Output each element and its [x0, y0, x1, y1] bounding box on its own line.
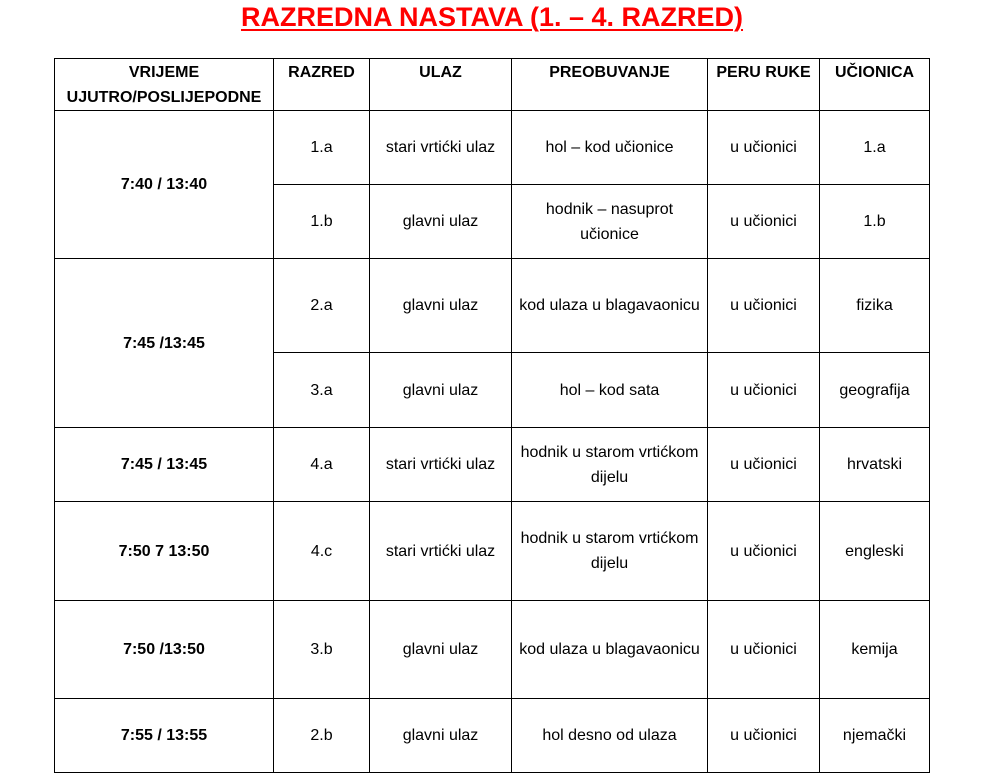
- header-shoe-change: PREOBUVANJE: [512, 59, 708, 111]
- class-cell: 1.b: [274, 185, 370, 259]
- class-cell: 3.b: [274, 601, 370, 699]
- classroom-cell: geografija: [820, 353, 930, 428]
- table-row: [55, 111, 930, 185]
- header-time: VRIJEME UJUTRO/POSLIJEPODNE: [55, 59, 274, 111]
- hand-wash-cell: u učionici: [708, 259, 820, 353]
- shoe-change-cell: hodnik u starom vrtićkom dijelu: [512, 428, 708, 502]
- shoe-change-cell: hol desno od ulaza: [512, 699, 708, 773]
- shoe-change-cell: hodnik u starom vrtićkom dijelu: [512, 502, 708, 601]
- classroom-cell: kemija: [820, 601, 930, 699]
- entrance-cell: glavni ulaz: [370, 699, 512, 773]
- time-cell: 7:45 /13:45: [55, 259, 274, 428]
- time-cell: 7:40 / 13:40: [55, 111, 274, 259]
- header-row: [55, 59, 930, 111]
- class-cell: 2.a: [274, 259, 370, 353]
- class-cell: 3.a: [274, 353, 370, 428]
- entrance-cell: stari vrtićki ulaz: [370, 111, 512, 185]
- header-classroom: UČIONICA: [820, 59, 930, 111]
- table-row: [55, 699, 930, 773]
- class-cell: 4.c: [274, 502, 370, 601]
- classroom-cell: 1.a: [820, 111, 930, 185]
- shoe-change-cell: hol – kod učionice: [512, 111, 708, 185]
- table-row: [55, 502, 930, 601]
- classroom-cell: engleski: [820, 502, 930, 601]
- class-cell: 4.a: [274, 428, 370, 502]
- hand-wash-cell: u učionici: [708, 699, 820, 773]
- shoe-change-cell: hodnik – nasuprot učionice: [512, 185, 708, 259]
- hand-wash-cell: u učionici: [708, 428, 820, 502]
- hand-wash-cell: u učionici: [708, 601, 820, 699]
- hand-wash-cell: u učionici: [708, 185, 820, 259]
- entrance-cell: glavni ulaz: [370, 353, 512, 428]
- time-cell: 7:45 / 13:45: [55, 428, 274, 502]
- table-row: [55, 601, 930, 699]
- entrance-cell: glavni ulaz: [370, 185, 512, 259]
- time-cell: 7:55 / 13:55: [55, 699, 274, 773]
- entrance-cell: glavni ulaz: [370, 601, 512, 699]
- page-title: [0, 0, 984, 34]
- hand-wash-cell: u učionici: [708, 111, 820, 185]
- table-row: [55, 428, 930, 502]
- shoe-change-cell: kod ulaza u blagavaonicu: [512, 259, 708, 353]
- time-cell: 7:50 7 13:50: [55, 502, 274, 601]
- class-cell: 1.a: [274, 111, 370, 185]
- hand-wash-cell: u učionici: [708, 502, 820, 601]
- entrance-cell: glavni ulaz: [370, 259, 512, 353]
- table-row: [55, 259, 930, 353]
- classroom-cell: hrvatski: [820, 428, 930, 502]
- page-title-text: RAZREDNA NASTAVA (1. – 4. RAZRED): [240, 2, 744, 32]
- header-hand-wash: PERU RUKE: [708, 59, 820, 111]
- class-cell: 2.b: [274, 699, 370, 773]
- classroom-cell: fizika: [820, 259, 930, 353]
- entrance-cell: stari vrtićki ulaz: [370, 428, 512, 502]
- header-entrance: ULAZ: [370, 59, 512, 111]
- header-class: RAZRED: [274, 59, 370, 111]
- shoe-change-cell: kod ulaza u blagavaonicu: [512, 601, 708, 699]
- entrance-cell: stari vrtićki ulaz: [370, 502, 512, 601]
- time-cell: 7:50 /13:50: [55, 601, 274, 699]
- classroom-cell: njemački: [820, 699, 930, 773]
- shoe-change-cell: hol – kod sata: [512, 353, 708, 428]
- hand-wash-cell: u učionici: [708, 353, 820, 428]
- schedule-table: [54, 58, 930, 773]
- classroom-cell: 1.b: [820, 185, 930, 259]
